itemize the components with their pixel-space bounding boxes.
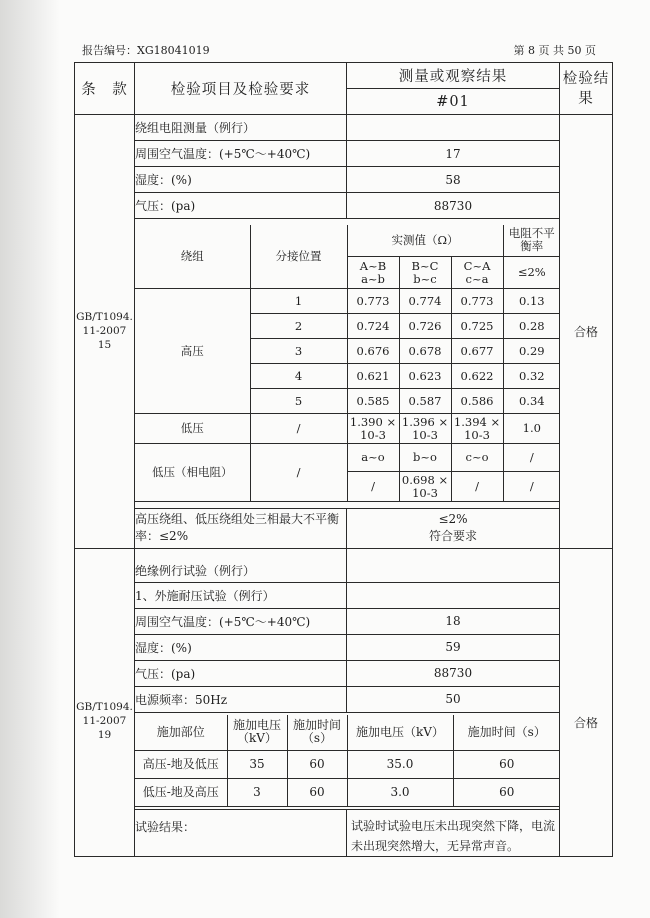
lvp-label: 低压（相电阻） xyxy=(135,444,250,502)
table-cell: / xyxy=(347,472,399,502)
table-cell: 0.32 xyxy=(503,364,560,389)
h-measured: 实测值（Ω） xyxy=(347,225,503,257)
table-cell: 3 xyxy=(227,779,287,807)
sec2-cond-label: 电源频率：50Hz xyxy=(135,686,347,712)
h-ca: C~A c~a xyxy=(451,257,503,289)
table-cell: 0.726 xyxy=(399,314,451,339)
h-voltage: 施加电压（kV） xyxy=(227,715,287,751)
table-cell: 0.724 xyxy=(347,314,399,339)
table-cell: 0.622 xyxy=(451,364,503,389)
sec2-cond-label: 气压：(pa) xyxy=(135,660,347,686)
hv-label: 高压 xyxy=(135,289,250,414)
table-cell: 0.678 xyxy=(399,339,451,364)
table-cell: 高压-地及低压 xyxy=(135,751,227,779)
sec2-title2: 1、外施耐压试验（例行） xyxy=(135,582,347,608)
verdict-sec2: 合格 xyxy=(560,548,613,856)
table-cell: 3 xyxy=(250,339,347,364)
sec2-cond-label: 湿度：(%) xyxy=(135,634,347,660)
table-cell: 5 xyxy=(250,389,347,414)
col-header-clause: 条 款 xyxy=(75,63,135,115)
sec1-cond-value: 88730 xyxy=(347,193,560,219)
sec2-cond-value: 59 xyxy=(347,634,560,660)
sec2-cond-value: 88730 xyxy=(347,660,560,686)
table-cell: 3.0 xyxy=(347,779,453,807)
table-cell: 0.623 xyxy=(399,364,451,389)
h-part: 施加部位 xyxy=(135,715,227,751)
table-cell: 35.0 xyxy=(347,751,453,779)
resistance-table-cell xyxy=(135,219,560,509)
table-cell: 0.774 xyxy=(399,289,451,314)
table-cell: 60 xyxy=(287,779,347,807)
table-cell: 0.773 xyxy=(347,289,399,314)
table-cell: / xyxy=(503,472,560,502)
table-cell: 60 xyxy=(287,751,347,779)
h-tap: 分接位置 xyxy=(250,225,347,289)
page-number: 第 8 页 共 50 页 xyxy=(513,44,596,57)
table-cell: 0.621 xyxy=(347,364,399,389)
table-cell: / xyxy=(250,414,347,444)
table-cell: 0.29 xyxy=(503,339,560,364)
table-cell: 1 xyxy=(250,289,347,314)
col-header-verdict: 检验结果 xyxy=(560,63,613,115)
table-cell: 60 xyxy=(453,779,560,807)
table-cell: / xyxy=(250,444,347,502)
sec1-req-result: ≤2% 符合要求 xyxy=(347,508,560,548)
table-cell: 0.698 × 10-3 xyxy=(399,472,451,502)
sec1-requirement: 高压绕组、低压绕组处三相最大不平衡率：≤2% xyxy=(135,508,347,548)
table-cell: 1.396 × 10-3 xyxy=(399,414,451,444)
sec1-cond-value: 17 xyxy=(347,141,560,167)
sec1-cond-value: 58 xyxy=(347,167,560,193)
sec1-cond-label: 周围空气温度：(+5℃～+40℃) xyxy=(135,141,347,167)
h-ab: A~B a~b xyxy=(347,257,399,289)
table-cell: c~o xyxy=(451,444,503,472)
sec2-cond-value: 50 xyxy=(347,686,560,712)
table-cell: 0.587 xyxy=(399,389,451,414)
table-cell: / xyxy=(503,444,560,472)
col-header-result: 测量或观察结果 xyxy=(347,63,560,89)
col-header-item: 检验项目及检验要求 xyxy=(135,63,347,115)
verdict-sec1: 合格 xyxy=(560,115,613,549)
table-cell: / xyxy=(451,472,503,502)
sec1-cond-label: 气压：(pa) xyxy=(135,193,347,219)
sec2-result-text: 试验时试验电压未出现突然下降，电流未出现突然增大，无异常声音。 xyxy=(347,810,560,857)
h-time: 施加时间（s） xyxy=(287,715,347,751)
h-limit: ≤2% xyxy=(503,257,560,289)
sec1-title: 绕组电阻测量（例行） xyxy=(135,115,347,141)
table-cell: 0.34 xyxy=(503,389,560,414)
h-time-measured: 施加时间（s） xyxy=(453,715,560,751)
sec2-cond-value: 18 xyxy=(347,608,560,634)
table-cell: 0.773 xyxy=(451,289,503,314)
clause-sec1: GB/T1094. 11-2007 15 xyxy=(75,115,135,549)
report-number: 报告编号：XG18041019 xyxy=(82,44,210,57)
withstand-table xyxy=(135,715,560,808)
inspection-table xyxy=(74,62,613,857)
sec1-cond-label: 湿度：(%) xyxy=(135,167,347,193)
table-cell: 0.725 xyxy=(451,314,503,339)
table-cell: 0.586 xyxy=(451,389,503,414)
table-cell: 1.394 × 10-3 xyxy=(451,414,503,444)
table-cell: 0.677 xyxy=(451,339,503,364)
h-unbalance: 电阻不平衡率 xyxy=(503,225,560,257)
table-cell: 60 xyxy=(453,751,560,779)
h-bc: B~C b~c xyxy=(399,257,451,289)
table-cell: 0.676 xyxy=(347,339,399,364)
table-cell: b~o xyxy=(399,444,451,472)
h-winding: 绕组 xyxy=(135,225,250,289)
table-cell: 0.585 xyxy=(347,389,399,414)
lv-label: 低压 xyxy=(135,414,250,444)
table-cell: 2 xyxy=(250,314,347,339)
sec2-cond-label: 周围空气温度：(+5℃～+40℃) xyxy=(135,608,347,634)
sec2-result-label: 试验结果： xyxy=(135,810,347,857)
table-cell: 4 xyxy=(250,364,347,389)
table-cell: 0.28 xyxy=(503,314,560,339)
clause-sec2: GB/T1094. 11-2007 19 xyxy=(75,548,135,856)
table-cell: 35 xyxy=(227,751,287,779)
table-cell: 0.13 xyxy=(503,289,560,314)
col-header-sample: #01 xyxy=(347,89,560,115)
h-voltage-measured: 施加电压（kV） xyxy=(347,715,453,751)
withstand-table-cell xyxy=(135,712,560,809)
table-cell: 1.0 xyxy=(503,414,560,444)
table-cell: 低压-地及高压 xyxy=(135,779,227,807)
sec2-title1: 绝缘例行试验（例行） xyxy=(135,548,347,582)
table-cell: a~o xyxy=(347,444,399,472)
page-edge-shadow xyxy=(0,0,60,918)
table-cell: 1.390 × 10-3 xyxy=(347,414,399,444)
resistance-table xyxy=(135,225,560,503)
